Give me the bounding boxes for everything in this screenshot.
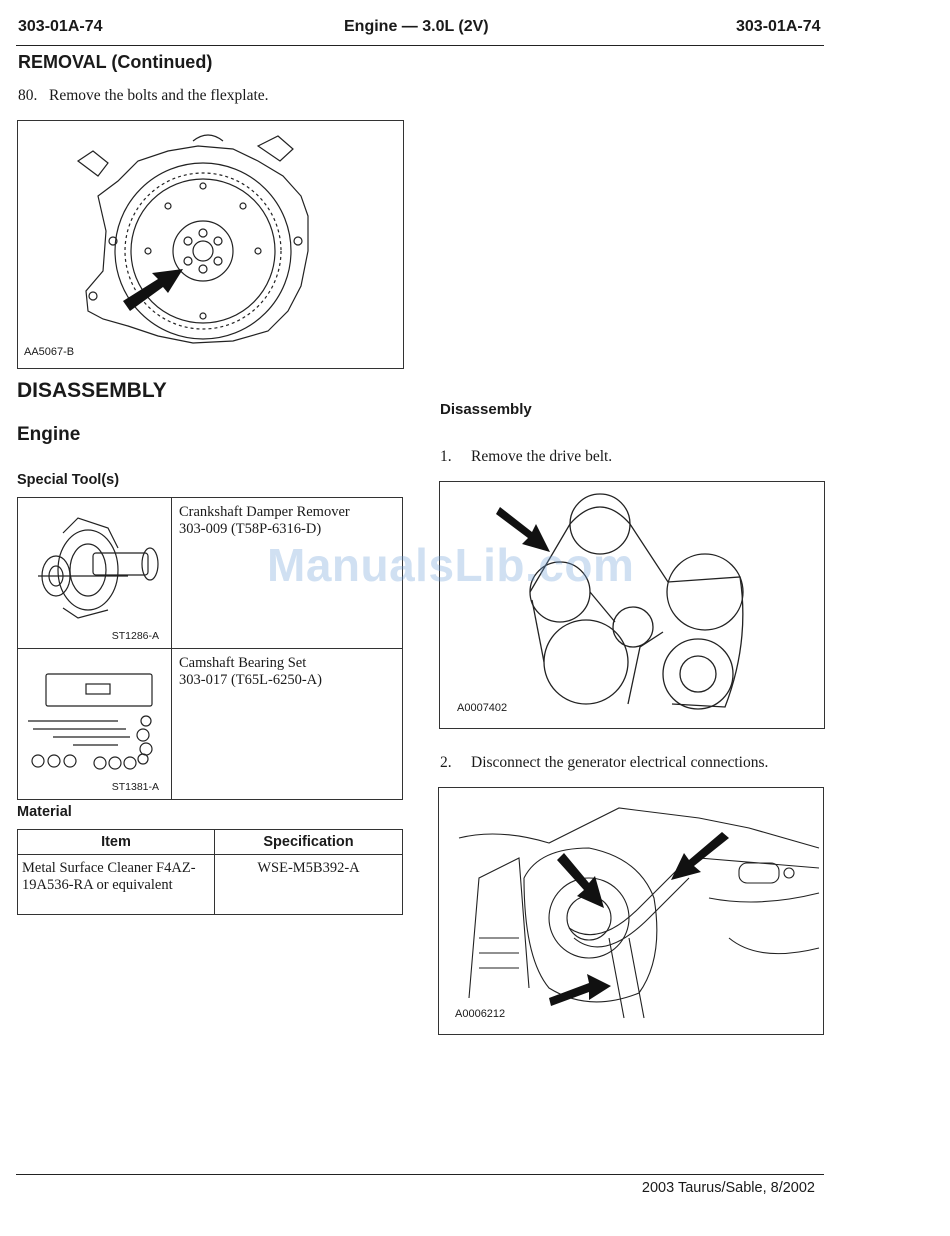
tool-number: 303-009 (T58P-6316-D) xyxy=(179,521,322,537)
header-page-number-left: 303-01A-74 xyxy=(18,18,103,35)
material-item-cell: Metal Surface Cleaner F4AZ-19A536-RA or equivalent xyxy=(18,855,215,915)
removal-heading: REMOVAL (Continued) xyxy=(18,52,213,72)
generator-figure xyxy=(438,787,824,1035)
special-tools-heading: Special Tool(s) xyxy=(17,472,120,488)
tool-image-label: ST1381-A xyxy=(111,781,159,793)
flexplate-illustration xyxy=(18,121,403,368)
tool-row xyxy=(18,649,403,800)
step-2-number: 2. xyxy=(440,754,452,771)
watermark: ManualsLib.com xyxy=(267,539,635,591)
tool-image-label: ST1286-A xyxy=(111,630,159,642)
table-row xyxy=(18,855,403,915)
generator-figure-label: A0006212 xyxy=(455,1008,506,1020)
step-80-number: 80. xyxy=(18,87,38,104)
footer-rule xyxy=(16,1174,824,1175)
tool-image-cell xyxy=(18,649,172,800)
header-title: Engine — 3.0L (2V) xyxy=(344,18,489,35)
disassembly-heading: DISASSEMBLY xyxy=(17,379,167,402)
drive-belt-illustration xyxy=(440,482,824,728)
step-80-text: Remove the bolts and the flexplate. xyxy=(49,87,269,104)
tool-image-cell xyxy=(18,498,172,649)
flexplate-figure-label: AA5067-B xyxy=(24,346,75,358)
tool-name: Crankshaft Damper Remover xyxy=(179,504,350,520)
tool-name: Camshaft Bearing Set xyxy=(179,655,307,671)
header-rule xyxy=(16,45,824,46)
step-1-text: Remove the drive belt. xyxy=(471,448,613,465)
material-table xyxy=(17,829,403,915)
drive-belt-figure-label: A0007402 xyxy=(457,702,508,714)
step-2-text: Disconnect the generator electrical connections. xyxy=(471,754,769,771)
engine-subheading: Engine xyxy=(17,424,81,445)
drive-belt-figure xyxy=(439,481,825,729)
camshaft-bearing-set-illustration xyxy=(18,649,171,794)
tool-description xyxy=(172,649,403,800)
header-page-number-right: 303-01A-74 xyxy=(736,18,821,35)
material-header-row xyxy=(18,830,403,855)
step-1-number: 1. xyxy=(440,448,452,465)
generator-illustration xyxy=(439,788,823,1034)
material-spec-cell: WSE-M5B392-A xyxy=(215,855,403,915)
disassembly-subheading: Disassembly xyxy=(440,401,532,418)
flexplate-figure xyxy=(17,120,404,369)
material-heading: Material xyxy=(17,804,72,820)
footer-text: 2003 Taurus/Sable, 8/2002 xyxy=(641,1180,815,1196)
tool-number: 303-017 (T65L-6250-A) xyxy=(179,672,322,688)
damper-remover-illustration xyxy=(18,498,171,643)
material-col-specification: Specification xyxy=(215,830,403,855)
material-col-item: Item xyxy=(18,830,215,855)
